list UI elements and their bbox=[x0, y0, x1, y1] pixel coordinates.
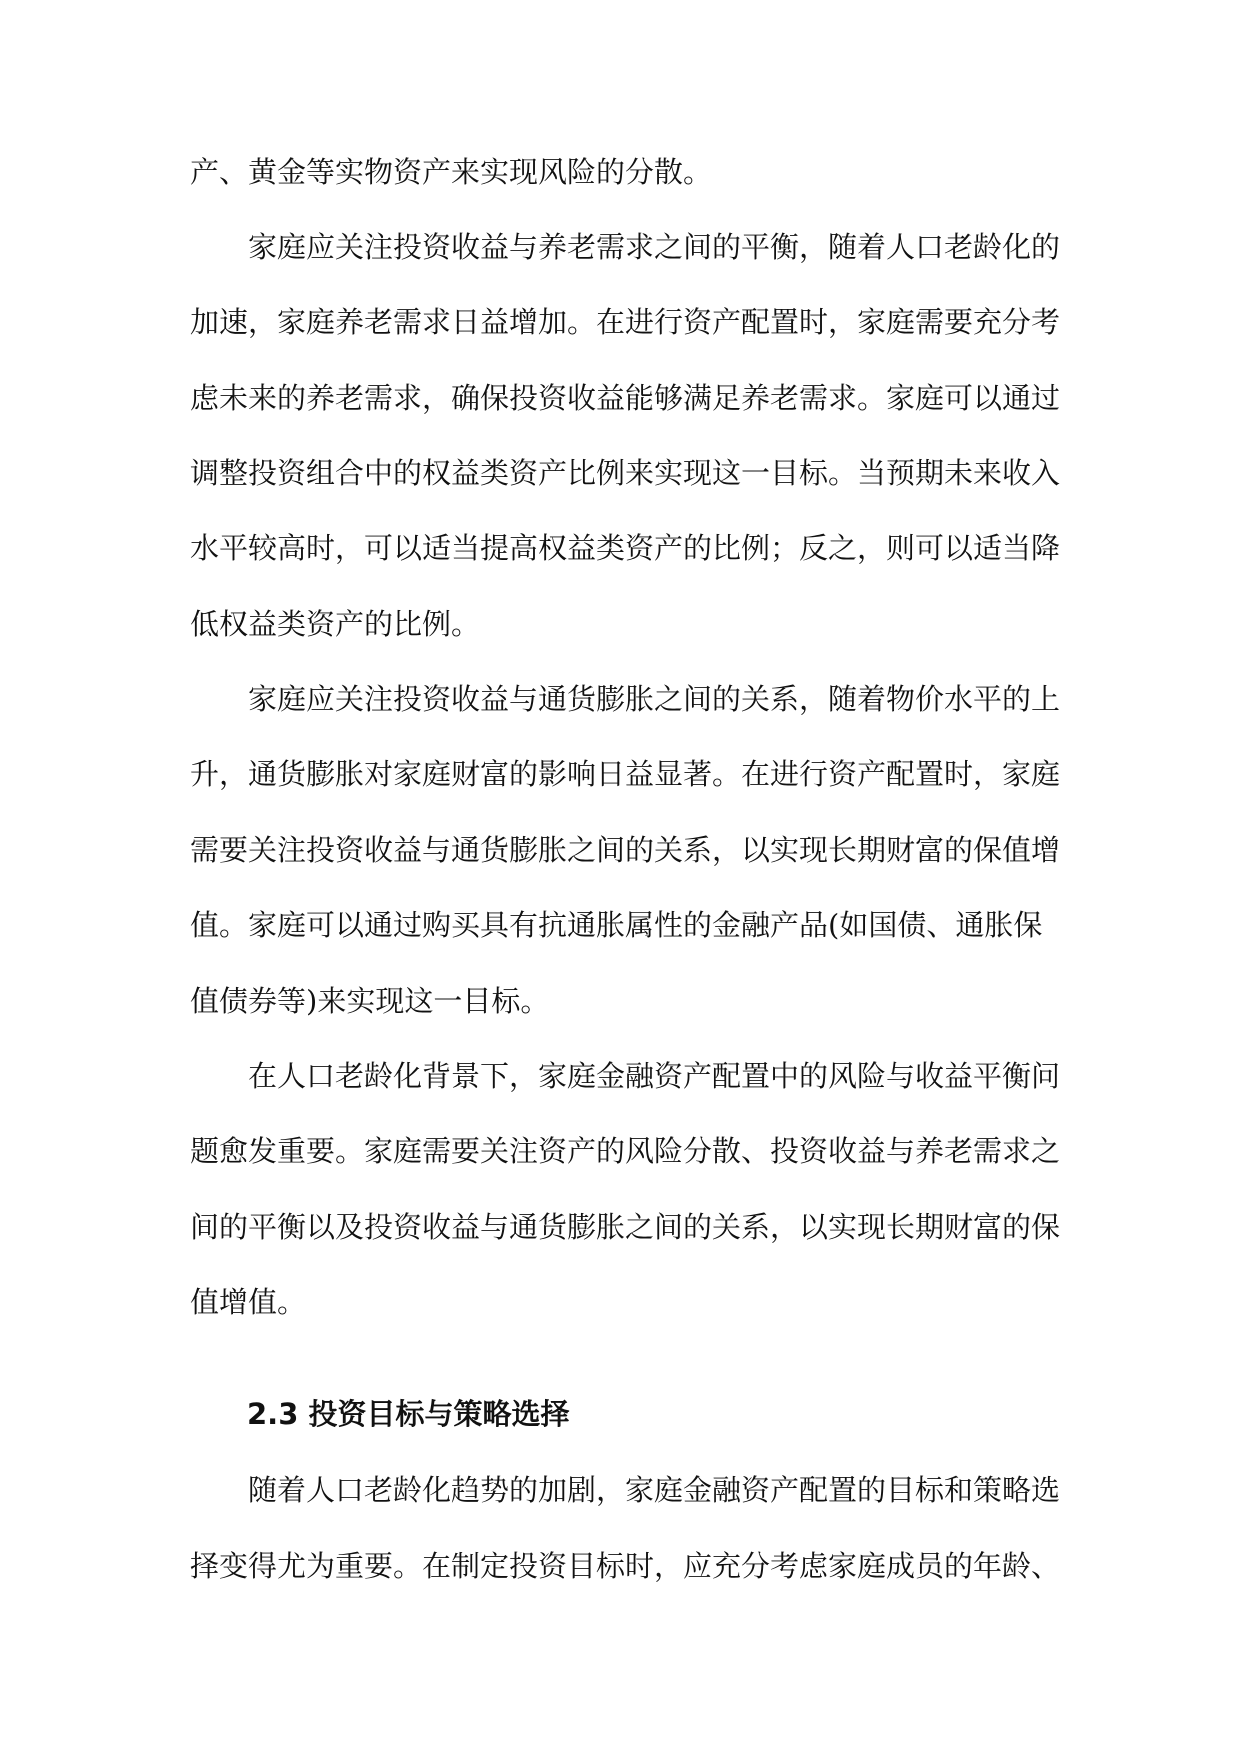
text-line: 调整投资组合中的权益类资产比例来实现这一目标。当预期未来收入 bbox=[190, 456, 1061, 490]
text-line: 择变得尤为重要。在制定投资目标时，应充分考虑家庭成员的年龄、 bbox=[190, 1549, 1061, 1583]
text-line: 加速，家庭养老需求日益增加。在进行资产配置时，家庭需要充分考 bbox=[190, 305, 1061, 339]
text-line: 水平较高时，可以适当提高权益类资产的比例；反之，则可以适当降 bbox=[190, 531, 1061, 565]
text-line: 随着人口老龄化趋势的加剧，家庭金融资产配置的目标和策略选 bbox=[190, 1473, 1061, 1507]
text-line: 值增值。 bbox=[190, 1285, 307, 1319]
text-line: 家庭应关注投资收益与通货膨胀之间的关系，随着物价水平的上 bbox=[190, 682, 1061, 716]
text-line: 家庭应关注投资收益与养老需求之间的平衡，随着人口老龄化的 bbox=[190, 230, 1061, 264]
text-line: 在人口老龄化背景下，家庭金融资产配置中的风险与收益平衡问 bbox=[190, 1059, 1061, 1093]
text-line: 虑未来的养老需求，确保投资收益能够满足养老需求。家庭可以通过 bbox=[190, 381, 1061, 415]
text-line: 题愈发重要。家庭需要关注资产的风险分散、投资收益与养老需求之 bbox=[190, 1134, 1061, 1168]
text-line: 需要关注投资收益与通货膨胀之间的关系，以实现长期财富的保值增 bbox=[190, 833, 1061, 867]
text-line: 值债券等)来实现这一目标。 bbox=[190, 984, 550, 1018]
text-line: 低权益类资产的比例。 bbox=[190, 607, 481, 641]
section-heading: 2.3 投资目标与策略选择 bbox=[247, 1397, 570, 1431]
text-line: 值。家庭可以通过购买具有抗通胀属性的金融产品(如国债、通胀保 bbox=[190, 908, 1043, 942]
text-line: 间的平衡以及投资收益与通货膨胀之间的关系，以实现长期财富的保 bbox=[190, 1210, 1061, 1244]
text-line: 升，通货膨胀对家庭财富的影响日益显著。在进行资产配置时，家庭 bbox=[190, 757, 1061, 791]
text-line: 产、黄金等实物资产来实现风险的分散。 bbox=[190, 155, 713, 189]
